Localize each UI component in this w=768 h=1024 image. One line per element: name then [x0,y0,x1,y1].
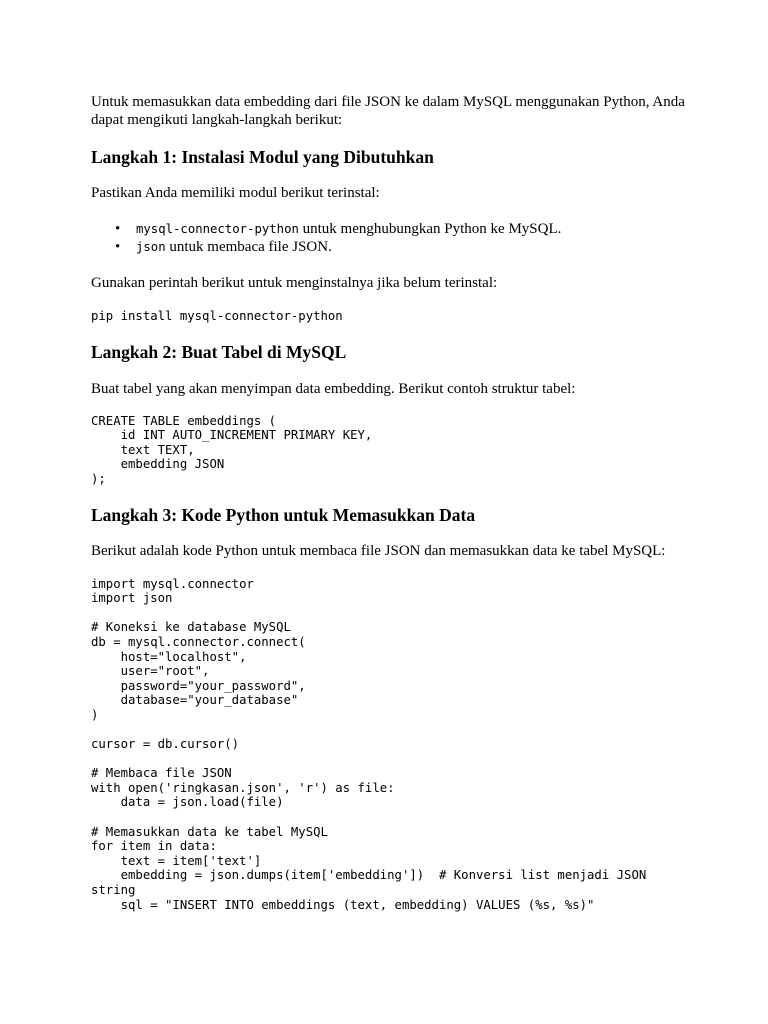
intro-paragraph: Untuk memasukkan data embedding dari file JSON ke dalam MySQL menggunakan Python, Anda dapat mengikuti langkah-langkah berikut: [91,94,685,128]
list-item [91,238,691,256]
list-item-text: untuk menghubungkan Python ke MySQL. [298,221,562,237]
step2-paragraph: Buat tabel yang akan menyimpan data embedding. Berikut contoh struktur tabel: [91,380,576,397]
bullet-icon: • [115,239,121,255]
list-item-text: untuk membaca file JSON. [165,239,332,255]
step1-paragraph: Pastikan Anda memiliki modul berikut terinstal: [91,185,380,201]
step2-heading: Langkah 2: Buat Tabel di MySQL [91,341,347,362]
install-paragraph: Gunakan perintah berikut untuk menginstalnya jika belum terinstal: [91,275,498,291]
module-list [91,220,691,256]
inline-code: mysql-connector-python [136,222,299,236]
step1-heading: Langkah 1: Instalasi Modul yang Dibutuhkan [91,147,434,167]
install-code-block: pip install mysql-connector-python [91,309,343,323]
list-item [91,220,691,238]
python-code-block: import mysql.connector import json # Koneksi ke database MySQL db = mysql.connector.connect( host="localhost", user="root", password="your_password", database="your_database" ) cursor = db.cursor() # Membaca file JSON with open('ringkasan.json', 'r') as file: data = json.load(file) # Memasukkan data ke tabel MySQL for item in data: text = item['text'] embedding = json.dumps(item['embedding']) # Konversi list menjadi JSON string sql = "INSERT INTO embeddings (text, embedding) VALUES (%s, %s)" [91,576,647,912]
inline-code: json [136,240,166,254]
step3-heading: Langkah 3: Kode Python untuk Memasukkan Data [91,504,476,525]
bullet-icon: • [115,221,121,237]
create-table-code-block: CREATE TABLE embeddings ( id INT AUTO_INCREMENT PRIMARY KEY, text TEXT, embedding JSON ); [91,413,373,486]
document-page [91,93,691,912]
step3-paragraph: Berikut adalah kode Python untuk membaca file JSON dan memasukkan data ke tabel MySQL: [91,542,666,559]
